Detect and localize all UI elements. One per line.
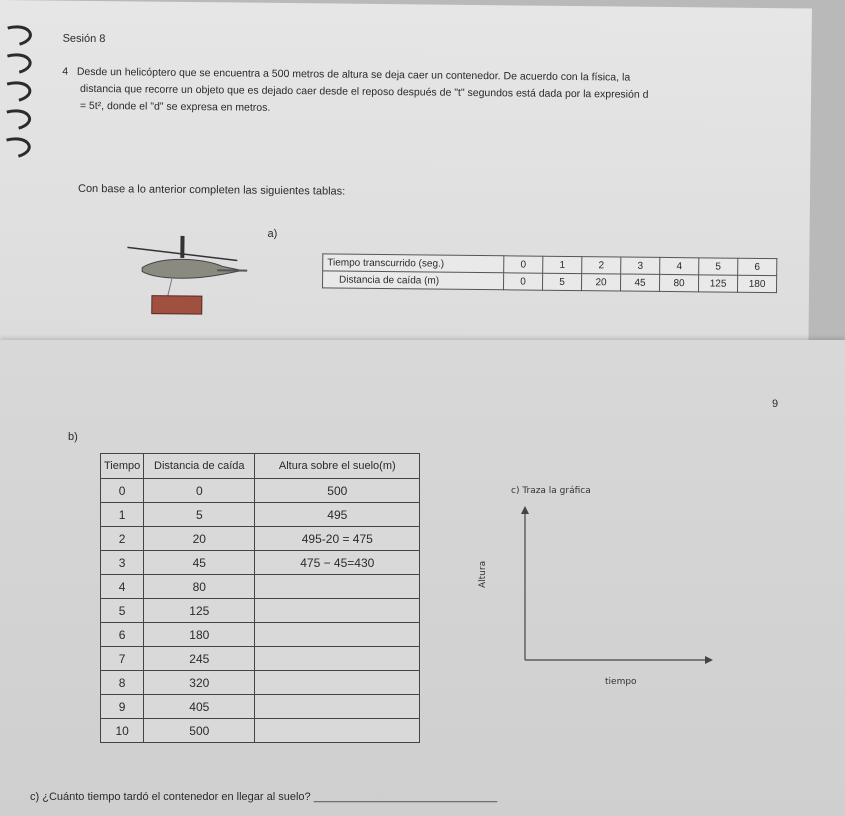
cell-time: 9 (101, 695, 144, 719)
cell-distance: 80 (144, 575, 255, 599)
cell-distance: 5 (144, 503, 255, 527)
cell-height[interactable]: 495-20 = 475 (255, 527, 420, 551)
table-row (101, 551, 420, 575)
graph-y-label: Altura (478, 560, 488, 588)
answer-blank[interactable]: ______________________________ (313, 791, 498, 803)
cell-distance: 20 (144, 527, 255, 551)
cell-distance: 405 (144, 695, 255, 719)
table-a-cell: 3 (621, 257, 660, 274)
cell-time: 2 (101, 527, 144, 551)
table-row (101, 479, 420, 503)
cell-height[interactable] (255, 671, 420, 695)
cell-height[interactable]: 475 − 45=430 (255, 551, 420, 575)
table-a-cell: 180 (737, 275, 776, 292)
table-row (101, 599, 420, 623)
table-a-cell: 2 (582, 257, 621, 274)
cell-height[interactable] (255, 575, 420, 599)
cell-distance: 45 (144, 551, 255, 575)
problem-statement (62, 64, 802, 123)
problem-line-2: distancia que recorre un objeto que es dejado caer desde el reposo después de "t" segundos está dada por la expresión d (80, 82, 649, 101)
table-b (100, 453, 420, 743)
table-a-row-distance (323, 271, 777, 293)
table-a-cell: 4 (660, 257, 699, 274)
cell-time: 7 (101, 647, 144, 671)
table-a-header-time: Tiempo transcurrido (seg.) (323, 254, 504, 273)
table-b-header-time: Tiempo (101, 454, 144, 479)
cell-distance: 125 (144, 599, 255, 623)
cell-time: 6 (101, 623, 144, 647)
session-label: Sesión 8 (62, 32, 106, 46)
instructions: Con base a lo anterior completen las siguientes tablas: (77, 182, 346, 198)
cell-distance: 0 (144, 479, 255, 503)
helicopter-icon (122, 229, 273, 321)
table-a-cell: 45 (620, 274, 659, 291)
table-b-header-height: Altura sobre el suelo(m) (255, 454, 420, 479)
cell-height[interactable] (255, 599, 420, 623)
table-a-cell: 0 (503, 273, 542, 290)
table-row (101, 527, 420, 551)
table-b-header-row (101, 454, 420, 479)
blank-graph-axes (505, 500, 725, 670)
cell-time: 0 (101, 479, 144, 503)
notebook-spiral-icon (0, 20, 50, 161)
cell-height[interactable]: 495 (255, 503, 420, 527)
cell-height[interactable] (255, 719, 420, 743)
cell-distance: 245 (144, 647, 255, 671)
cell-distance: 320 (144, 671, 255, 695)
problem-formula: = 5t², (79, 99, 105, 113)
table-a-cell: 6 (738, 258, 777, 275)
table-a-cell: 125 (698, 275, 737, 292)
table-a-cell: 1 (543, 256, 582, 273)
worksheet-page-upper (0, 0, 812, 353)
table-row (101, 695, 420, 719)
cell-time: 1 (101, 503, 144, 527)
table-a (322, 253, 777, 293)
problem-line-1: Desde un helicóptero que se encuentra a 500 metros de altura se deja caer un contenedor. De acuerdo con la física, la (76, 65, 631, 84)
table-row (101, 623, 420, 647)
cell-height[interactable] (255, 647, 420, 671)
table-row (101, 503, 420, 527)
cell-distance: 500 (144, 719, 255, 743)
cell-time: 8 (101, 671, 144, 695)
problem-line-3: donde el "d" se expresa en metros. (106, 100, 271, 114)
graph-title: c) Traza la gráfica (511, 486, 591, 496)
cell-height[interactable]: 500 (255, 479, 420, 503)
table-row (101, 671, 420, 695)
table-row (101, 647, 420, 671)
graph-x-label: tiempo (605, 677, 637, 687)
part-a-label: a) (267, 227, 278, 240)
cell-time: 5 (101, 599, 144, 623)
page-number: 9 (772, 398, 779, 410)
cell-time: 4 (101, 575, 144, 599)
cell-height[interactable] (255, 623, 420, 647)
problem-number: 4 (62, 65, 69, 78)
table-row (101, 719, 420, 743)
cell-distance: 180 (144, 623, 255, 647)
table-row (101, 575, 420, 599)
table-a-cell: 5 (542, 273, 581, 290)
table-a-cell: 20 (581, 274, 620, 291)
table-a-cell: 0 (504, 256, 543, 273)
cell-height[interactable] (255, 695, 420, 719)
question-c-text: c) ¿Cuánto tiempo tardó el contenedor en llegar al suelo? (30, 791, 311, 803)
table-a-cell: 80 (659, 274, 698, 291)
table-a-cell: 5 (699, 258, 738, 275)
question-c (30, 791, 810, 803)
table-a-header-distance: Distancia de caída (m) (323, 271, 504, 290)
cell-time: 3 (101, 551, 144, 575)
part-b-label: b) (68, 431, 78, 443)
cell-time: 10 (101, 719, 144, 743)
table-b-header-distance: Distancia de caída (144, 454, 255, 479)
